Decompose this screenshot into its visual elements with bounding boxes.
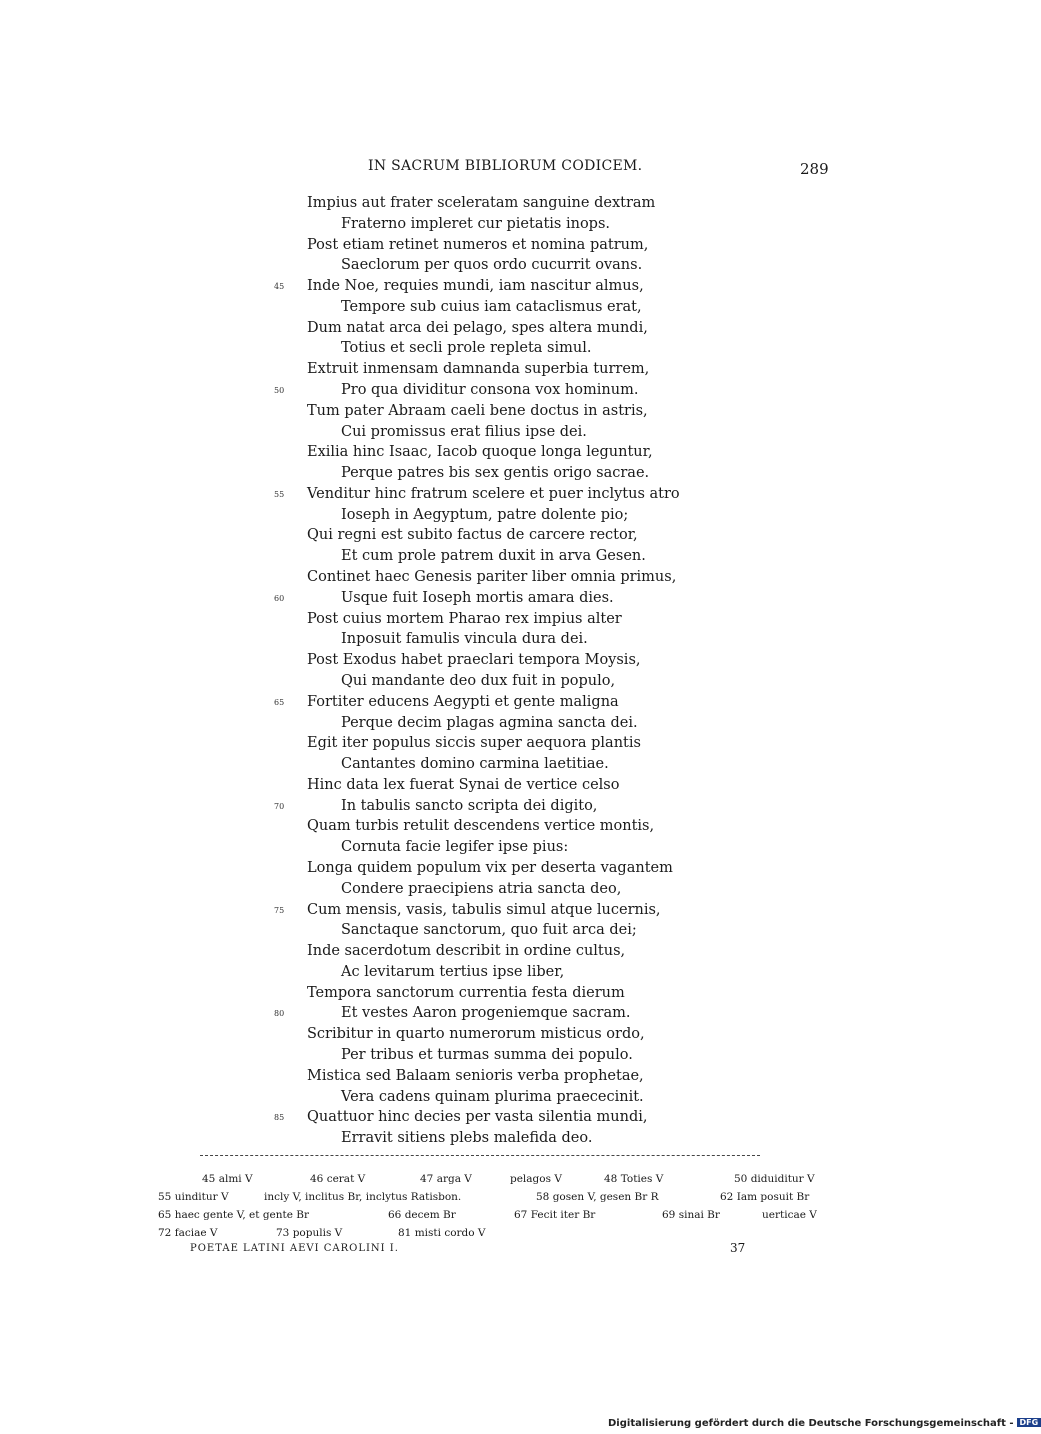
signature-mark: 37: [730, 1241, 746, 1255]
apparatus-note: incly V, inclitus Br, inclytus Ratisbon.: [264, 1191, 462, 1203]
verse-text: Quam turbis retulit descendens vertice montis,: [307, 818, 655, 835]
verse-text: Tempore sub cuius iam cataclismus erat,: [341, 298, 642, 315]
apparatus-note: 55 uinditur V: [158, 1191, 229, 1203]
verse-text: Venditur hinc fratrum scelere et puer inclytus atro: [307, 485, 680, 502]
verse-text: Impius aut frater sceleratam sanguine dextram: [307, 195, 656, 211]
apparatus-note: 48 Toties V: [604, 1173, 664, 1185]
verse-text: Usque fuit Ioseph mortis amara dies.: [341, 589, 614, 606]
verse-line: [307, 941, 625, 962]
verse-line: [307, 775, 619, 796]
verse-text: Post etiam retinet numeros et nomina patrum,: [307, 236, 649, 253]
apparatus-row: [158, 1224, 833, 1242]
verse-line: [341, 879, 621, 900]
verse-line: [307, 1066, 644, 1087]
apparatus-note: 46 cerat V: [310, 1173, 366, 1185]
verse-line: [307, 318, 648, 339]
verse-text: Dum natat arca dei pelago, spes altera mundi,: [307, 319, 648, 336]
apparatus-note: 62 Iam posuit Br: [720, 1191, 810, 1203]
verse-line: [307, 733, 641, 754]
verse-line: [341, 546, 646, 567]
apparatus-note: 81 misti cordo V: [398, 1227, 486, 1239]
line-number: 45: [274, 282, 285, 292]
line-number: 80: [274, 1009, 285, 1019]
verse-text: Vera cadens quinam plurima praececinit.: [341, 1088, 644, 1105]
verse-text: Condere praecipiens atria sancta deo,: [341, 880, 622, 897]
verse-text: Cui promissus erat filius ipse dei.: [341, 423, 587, 440]
verse-text: Extruit inmensam damnanda superbia turrem,: [307, 361, 650, 378]
verse-text: Scribitur in quarto numerorum misticus ordo,: [307, 1026, 645, 1043]
line-number: 55: [274, 489, 285, 499]
line-number: 50: [274, 386, 285, 396]
verse-text: Post Exodus habet praeclari tempora Moysis,: [307, 652, 641, 669]
verse-text: Inde sacerdotum describit in ordine cultus,: [307, 943, 626, 960]
verse-line: [341, 837, 568, 858]
verse-line: [341, 671, 615, 692]
verse-line: [307, 235, 648, 256]
apparatus-note: 47 arga V: [420, 1173, 472, 1185]
apparatus-note: 72 faciae V: [158, 1227, 218, 1239]
verse-line: [341, 338, 591, 359]
verse-line: [341, 1087, 644, 1108]
verse-text: Saeclorum per quos ordo cucurrit ovans.: [341, 257, 643, 274]
apparatus-row: [158, 1206, 833, 1224]
verse-line: [307, 567, 676, 588]
verse-text: Hinc data lex fuerat Synai de vertice celso: [307, 776, 620, 793]
verse-line: [341, 463, 649, 484]
verse-line: [341, 422, 587, 443]
apparatus-row: [158, 1188, 833, 1206]
digitization-credit: [608, 1418, 1041, 1429]
verse-text: Cornuta facie legifer ipse pius:: [341, 839, 569, 856]
verse-text: Fortiter educens Aegypti et gente maligna: [307, 693, 619, 710]
verse-text: Erravit sitiens plebs malefida deo.: [341, 1130, 593, 1147]
verse-line: [341, 505, 628, 526]
credit-text: Digitalisierung gefördert durch die Deutsche Forschungsgemeinschaft -: [608, 1418, 1014, 1429]
verse-line: [341, 713, 638, 734]
verse-line: [274, 380, 639, 401]
running-head: IN SACRUM BIBLIORUM CODICEM.: [368, 158, 643, 174]
verse-line: [341, 255, 642, 276]
verse-text: Pro qua dividitur consona vox hominum.: [341, 382, 639, 399]
verse-line: [307, 1024, 645, 1045]
verse-line: [307, 650, 641, 671]
line-number: 70: [274, 801, 285, 811]
apparatus-note: 58 gosen V, gesen Br R: [536, 1191, 659, 1203]
verse-text: Mistica sed Balaam senioris verba prophetae,: [307, 1067, 644, 1084]
verse-text: Cantantes domino carmina laetitiae.: [341, 756, 609, 773]
verse-text: Per tribus et turmas summa dei populo.: [341, 1046, 633, 1063]
apparatus-note: 66 decem Br: [388, 1209, 456, 1221]
verse-text: Tum pater Abraam caeli bene doctus in astris,: [307, 402, 648, 419]
verse-line: [274, 1003, 631, 1024]
page-number: 289: [800, 160, 829, 178]
verse-text: Quattuor hinc decies per vasta silentia mundi,: [307, 1109, 648, 1126]
verse-text: Cum mensis, vasis, tabulis simul atque lucernis,: [307, 901, 661, 918]
verse-line: [307, 525, 638, 546]
verse-line: [274, 484, 680, 505]
verse-line: [274, 588, 614, 609]
verse-text: Perque decim plagas agmina sancta dei.: [341, 714, 638, 731]
critical-apparatus: [158, 1170, 833, 1242]
verse-line: [341, 297, 642, 318]
verse-text: Inposuit famulis vincula dura dei.: [341, 631, 588, 648]
apparatus-note: uerticae V: [762, 1209, 817, 1221]
verse-line: [341, 629, 588, 650]
verse-line: [274, 276, 644, 297]
verse-line: [341, 962, 564, 983]
verse-line: [341, 920, 637, 941]
verse-text: Perque patres bis sex gentis origo sacrae.: [341, 465, 650, 482]
apparatus-note: 73 populis V: [276, 1227, 343, 1239]
apparatus-row: [158, 1170, 833, 1188]
verse-text: Qui regni est subito factus de carcere rector,: [307, 527, 638, 544]
apparatus-note: 67 Fecit iter Br: [514, 1209, 596, 1221]
dfg-logo: DFG: [1017, 1418, 1041, 1427]
verse-line: [307, 983, 625, 1004]
footnote-divider: [200, 1155, 760, 1156]
line-number: 65: [274, 697, 285, 707]
verse-text: Exilia hinc Isaac, Iacob quoque longa leguntur,: [307, 444, 653, 461]
verse-text: Sanctaque sanctorum, quo fuit arca dei;: [341, 922, 637, 939]
verse-text: Egit iter populus siccis super aequora plantis: [307, 735, 641, 752]
series-title: POETAE LATINI AEVI CAROLINI I.: [190, 1243, 399, 1254]
verse-line: [274, 900, 661, 921]
verse-line: [307, 609, 622, 630]
line-number: 85: [274, 1113, 285, 1123]
verse-text: Fraterno impleret cur pietatis inops.: [341, 215, 611, 232]
verse-text: Post cuius mortem Pharao rex impius alter: [307, 610, 622, 627]
verse-text: Totius et secli prole repleta simul.: [341, 340, 592, 357]
verse-line: [307, 193, 655, 214]
verse-line: [341, 754, 609, 775]
apparatus-note: pelagos V: [510, 1173, 562, 1185]
apparatus-note: 50 diduiditur V: [734, 1173, 815, 1185]
verse-text: In tabulis sancto scripta dei digito,: [341, 797, 598, 814]
verse-text: Ioseph in Aegyptum, patre dolente pio;: [341, 506, 629, 523]
apparatus-note: 45 almi V: [202, 1173, 253, 1185]
verse-line: [307, 359, 649, 380]
verse-line: [307, 442, 653, 463]
verse-line: [274, 1107, 648, 1128]
verse-line: [307, 816, 654, 837]
verse-text: Continet haec Genesis pariter liber omnia primus,: [307, 569, 677, 586]
apparatus-note: 69 sinai Br: [662, 1209, 720, 1221]
line-number: 60: [274, 593, 285, 603]
verse-line: [307, 401, 648, 422]
apparatus-note: 65 haec gente V, et gente Br: [158, 1209, 310, 1221]
verse-text: Et cum prole patrem duxit in arva Gesen.: [341, 548, 646, 565]
verse-line: [341, 214, 610, 235]
verse-line: [274, 692, 619, 713]
verse-text: Tempora sanctorum currentia festa dierum: [307, 984, 625, 1001]
verse-text: Qui mandante deo dux fuit in populo,: [341, 672, 616, 689]
verse-line: [341, 1045, 633, 1066]
verse-line: [307, 858, 673, 879]
line-number: 75: [274, 905, 285, 915]
verse-line: [341, 1128, 592, 1149]
verse-line: [274, 796, 598, 817]
verse-text: Longa quidem populum vix per deserta vagantem: [307, 859, 673, 876]
verse-text: Ac levitarum tertius ipse liber,: [341, 963, 565, 980]
verse-text: Inde Noe, requies mundi, iam nascitur almus,: [307, 278, 644, 295]
verse-text: Et vestes Aaron progeniemque sacram.: [341, 1005, 631, 1022]
